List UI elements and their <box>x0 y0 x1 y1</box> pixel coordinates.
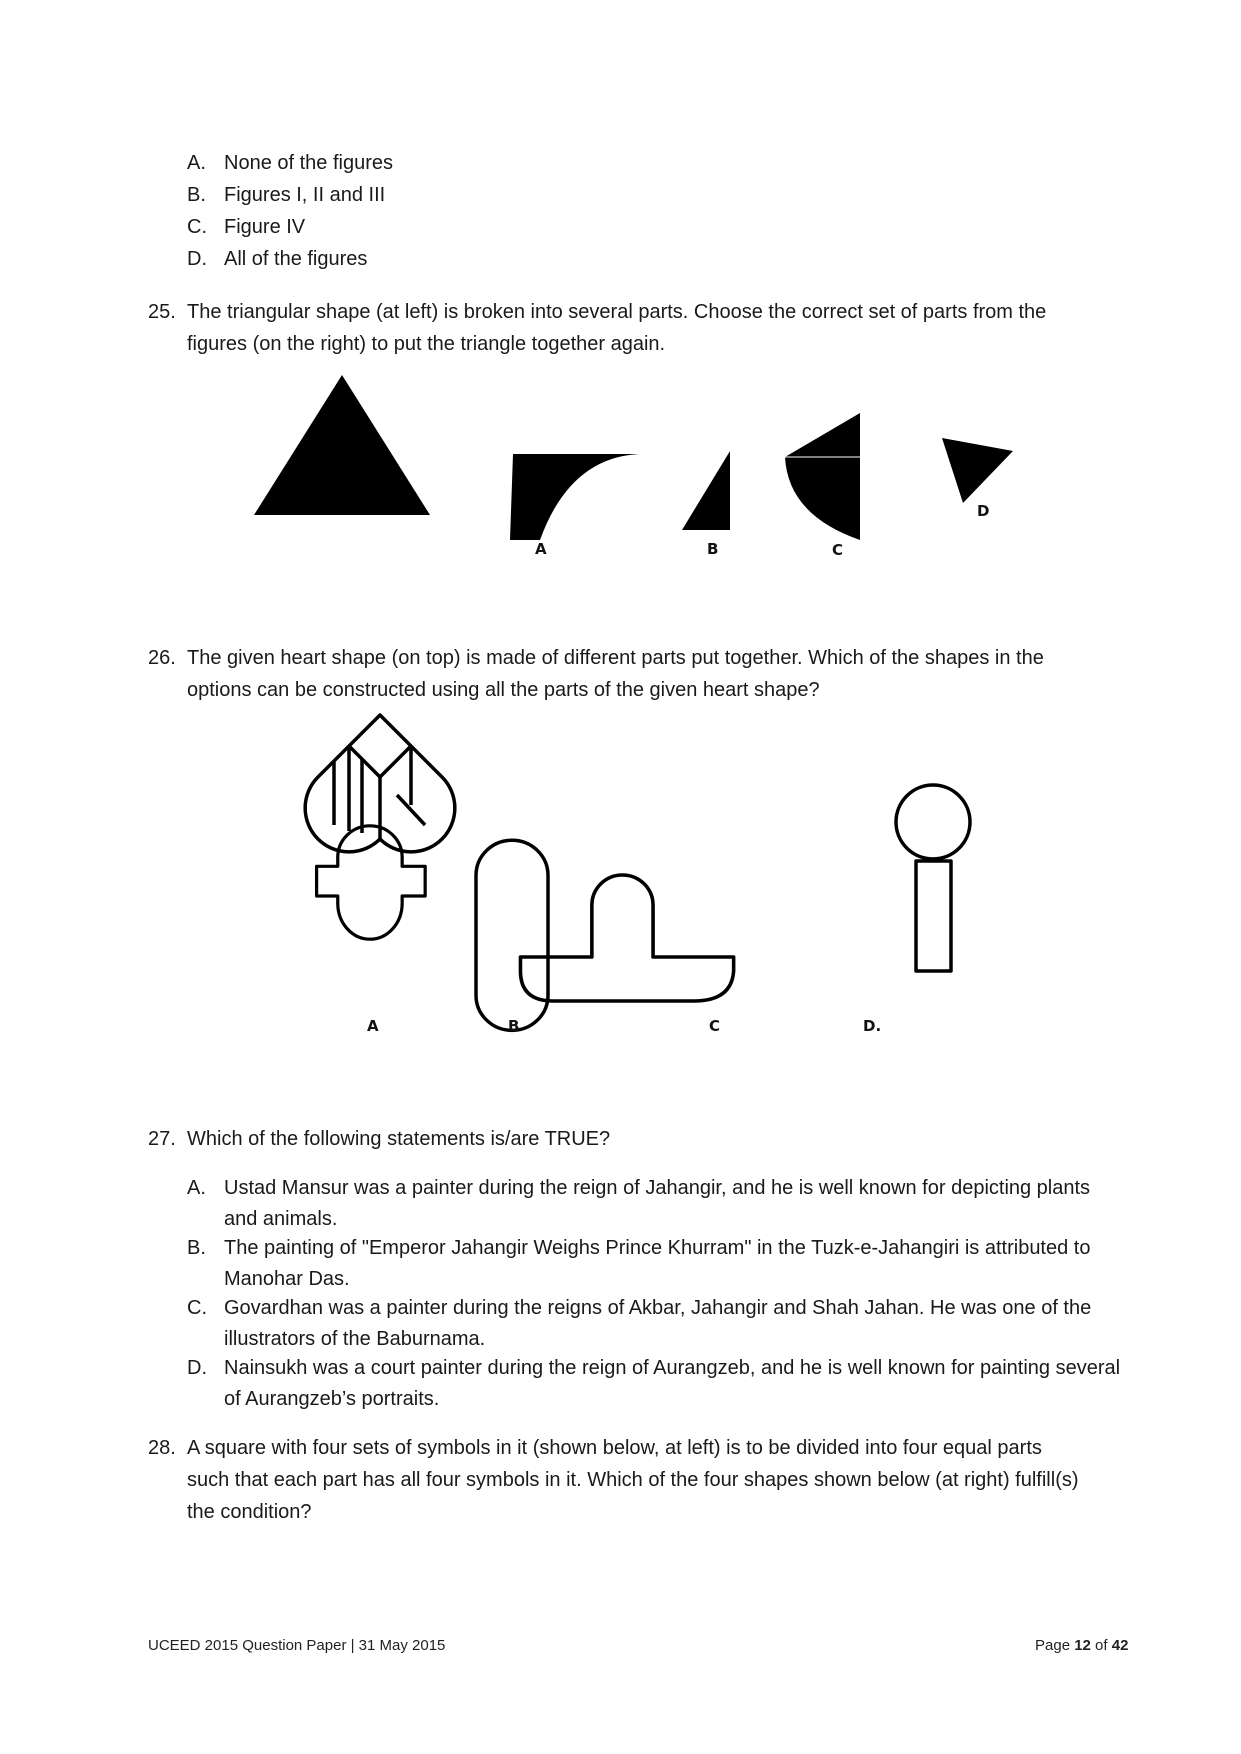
q26-figure <box>300 705 1020 1045</box>
question-text: A square with four sets of symbols in it (shown below, at left) is to be divided into four equal parts such that each part has all four symbols in it. Which of the four shapes shown below (at right) fulfill(s) the condition? <box>187 1437 1079 1523</box>
page-total: 42 <box>1111 1637 1129 1654</box>
page-prefix: Page <box>1035 1637 1075 1654</box>
footer-left: UCEED 2015 Question Paper | 31 May 2015 <box>148 1637 446 1654</box>
option-shape-d-rect <box>916 861 951 971</box>
q25-label-c: C <box>832 541 844 559</box>
q25-label-b: B <box>707 540 719 558</box>
q25-label-a: A <box>535 540 547 558</box>
option-letter: B. <box>187 184 206 206</box>
q26-label-c: C <box>709 1017 721 1035</box>
page-mid: of <box>1090 1637 1112 1654</box>
page-current: 12 <box>1074 1637 1091 1654</box>
option-shape-b <box>476 840 548 1030</box>
question-text: The given heart shape (on top) is made of different parts put together. Which of the shapes in the options can be constructed using all the parts of the given heart shape? <box>187 647 1044 701</box>
option-text: Figure IV <box>224 216 306 238</box>
question-number: 26. <box>148 647 176 669</box>
option-shape-c <box>520 875 733 1001</box>
option-text: Figures I, II and III <box>224 184 386 206</box>
statement-letter: D. <box>187 1357 207 1379</box>
part-c <box>785 413 860 540</box>
question-text: Which of the following statements is/are TRUE? <box>187 1128 611 1150</box>
option-text: All of the figures <box>224 248 368 270</box>
statement-letter: B. <box>187 1237 206 1259</box>
question-text: The triangular shape (at left) is broken into several parts. Choose the correct set of parts from the figures (on the right) to put the triangle together again. <box>187 301 1047 355</box>
option-text: None of the figures <box>224 152 393 174</box>
statement-text: Govardhan was a painter during the reigns of Akbar, Jahangir and Shah Jahan. He was one of the illustrators of the Baburnama. <box>224 1297 1092 1350</box>
statement-text: Nainsukh was a court painter during the reign of Aurangzeb, and he is well known for painting several of Aurangzeb’s portraits. <box>224 1357 1121 1410</box>
option-shape-d-circle <box>896 785 970 859</box>
part-d <box>942 438 1013 503</box>
q26-label-a: A <box>367 1017 379 1035</box>
statement-text: The painting of "Emperor Jahangir Weighs Prince Khurram" in the Tuzk-e-Jahangiri is attributed to Manohar Das. <box>224 1237 1091 1290</box>
footer-page <box>1035 1637 1128 1654</box>
option-letter: D. <box>187 248 207 270</box>
option-letter: C. <box>187 216 207 238</box>
statement-letter: A. <box>187 1177 206 1199</box>
statement-letter: C. <box>187 1297 207 1319</box>
q25-figure <box>240 365 1040 570</box>
question-number: 25. <box>148 301 176 323</box>
q26-label-b: B <box>508 1017 520 1035</box>
part-a <box>510 454 640 540</box>
part-b <box>682 451 730 530</box>
option-shape-a <box>317 826 426 939</box>
question-number: 27. <box>148 1128 176 1150</box>
q26-label-d: D. <box>863 1017 882 1035</box>
whole-triangle <box>254 375 430 515</box>
q25-label-d: D <box>977 502 990 520</box>
question-number: 28. <box>148 1437 176 1459</box>
statement-text: Ustad Mansur was a painter during the reign of Jahangir, and he is well known for depicting plants and animals. <box>224 1177 1091 1230</box>
option-letter: A. <box>187 152 206 174</box>
heart-shape <box>305 715 455 852</box>
